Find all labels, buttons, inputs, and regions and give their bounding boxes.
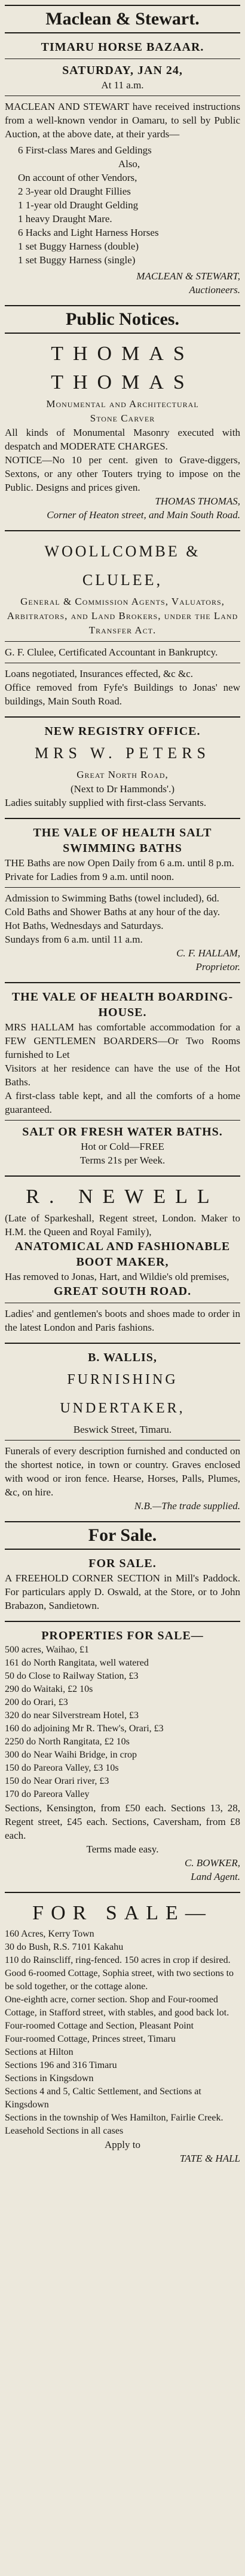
ad-body: MACLEAN AND STEWART have received instructions from a well-known vendor in Oamaru, to sell by Public Auction, at the above date, at their yards—	[5, 101, 240, 140]
ad-body: A FREEHOLD CORNER SECTION in Mill's Paddock. For particulars apply D. Oswald, at the Store, or to John Brabazon, Sandietown.	[5, 1572, 240, 1611]
newspaper-page	[0, 5, 245, 2165]
property-row: 320 do near Silverstream Hotel, £3	[5, 1710, 139, 1721]
salt-baths-ad	[5, 825, 240, 974]
ad-body: Admission to Swimming Baths (towel included), 6d.	[5, 892, 219, 904]
sale-item: Sections 196 and 316 Timaru	[5, 2060, 117, 2070]
sale-item: Good 6-roomed Cottage, Sophia street, with two sections to be sold together, or the cottage alone.	[5, 1968, 234, 1992]
sale-item: Sections 4 and 5, Caltic Settlement, and Sections at Kingsdown	[5, 2086, 201, 2110]
ad-subheading: ANATOMICAL AND FASHIONABLE BOOT MAKER,	[14, 1240, 231, 1269]
ad-subtitle: General & Commission Agents, Valuators, Arbitrators, and Land Brokers, under the Land Transfer Act.	[7, 596, 238, 636]
list-item: Also,	[118, 158, 140, 170]
sale-item: Sections in the township of Wes Hamilton, Fairlie Creek.	[5, 2113, 223, 2123]
ad-title: TIMARU HORSE BAZAAR.	[41, 41, 204, 54]
list-item: 1 set Buggy Harness (double)	[18, 241, 139, 252]
property-row: 150 do Near Orari river, £3	[5, 1776, 109, 1786]
ad-body: All kinds of Monumental Masonry executed with despatch and MODERATE CHARGES.	[5, 427, 240, 452]
ad-title: THE VALE OF HEALTH BOARDING-HOUSE.	[11, 990, 234, 1019]
tate-hall-ad	[5, 1899, 240, 2165]
property-row: 160 do adjoining Mr R. Thew's, Orari, £3	[5, 1724, 164, 1734]
ad-subheading: SALT OR FRESH WATER BATHS.	[22, 1125, 223, 1138]
ad-body: Cold Baths and Shower Baths at any hour of the day.	[5, 906, 220, 918]
list-item: 6 First-class Mares and Geldings	[18, 144, 152, 156]
ad-note: N.B.—The trade supplied.	[134, 1500, 240, 1512]
property-row: 2250 do North Rangitata, £2 10s	[5, 1737, 130, 1747]
thomas-ad	[5, 340, 240, 522]
ad-address: Beswick Street, Timaru.	[73, 1424, 172, 1435]
ad-body: Ladies' and gentlemen's boots and shoes made to order in the latest London and Paris fashions.	[5, 1308, 240, 1333]
registry-ad	[5, 724, 240, 810]
ad-title: NEW REGISTRY OFFICE.	[44, 725, 201, 738]
list-item: 1 heavy Draught Mare.	[18, 213, 112, 224]
ad-apply: Apply to	[105, 2139, 140, 2150]
ad-title: WOOLLCOMBE & CLULEE,	[44, 543, 201, 589]
ad-body: Sections, Kensington, from £50 each. Sections 13, 28, Regent street, £45 each. Sections, Caversham, from £8 each.	[5, 1802, 240, 1841]
signature: MACLEAN & STEWART,	[136, 270, 240, 282]
signature: C. F. HALLAM,	[176, 947, 240, 959]
property-row: 50 do Close to Railway Station, £3	[5, 1671, 139, 1681]
signature-role: Auctioneers.	[189, 284, 240, 296]
ad-title: THE VALE OF HEALTH SALT SWIMMING BATHS	[33, 826, 212, 855]
ad-body: Loans negotiated, Insurances effected, &c &c.	[5, 668, 193, 679]
masthead: Maclean & Stewart.	[5, 5, 240, 33]
signature: TATE & HALL	[179, 2153, 240, 2164]
auction-date: SATURDAY, JAN 24,	[62, 64, 183, 77]
boarding-house-ad	[5, 989, 240, 1167]
sale-item: Sections in Kingsdown	[5, 2073, 94, 2083]
property-row: 290 do Waitaki, £2 10s	[5, 1684, 93, 1694]
ad-body: Has removed to Jonas, Hart, and Wildie's old premises,	[5, 1271, 229, 1282]
property-row: 161 do North Rangitata, well watered	[5, 1658, 149, 1668]
section-banner-for-sale: For Sale.	[5, 1521, 240, 1550]
ad-body: A first-class table kept, and all the comforts of a home guaranteed.	[5, 1090, 240, 1115]
sale-item: 30 do Bush, R.S. 7101 Kakahu	[5, 1942, 124, 1952]
sale-item: Leasehold Sections in all cases	[5, 2126, 124, 2136]
signature-role: Proprietor.	[195, 961, 240, 972]
list-item: 1 1-year old Draught Gelding	[18, 199, 139, 211]
ad-body: (Late of Sparkeshall, Regent street, London. Maker to H.M. the Queen and Royal Family),	[5, 1212, 240, 1238]
sale-item: Sections at Hilton	[5, 2047, 74, 2057]
property-row: 300 do Near Waihi Bridge, in crop	[5, 1750, 137, 1760]
woollcombe-ad	[5, 537, 240, 708]
lot-list	[5, 143, 240, 267]
property-row: 150 do Pareora Valley, £3 10s	[5, 1763, 119, 1773]
sale-item: 160 Acres, Kerry Town	[5, 1929, 94, 1939]
list-item: 1 set Buggy Harness (single)	[18, 254, 136, 266]
ad-subtitle: Stone Carver	[90, 413, 155, 424]
ad-title: PROPERTIES FOR SALE—	[41, 1629, 204, 1642]
auction-time: At 11 a.m.	[101, 79, 144, 91]
ad-body: Funerals of every description furnished and conducted on the shortest notice, in town or country. Graves enclosed with wood or iron fence. Hearse, Horses, Palls, Plumes, &c, on hire.	[5, 1445, 240, 1498]
ad-next: (Next to Dr Hammonds'.)	[71, 783, 174, 795]
signature-role: Land Agent.	[191, 1871, 240, 1882]
ad-subtitle: Monumental and Architectural	[46, 398, 199, 410]
newell-ad	[5, 1183, 240, 1334]
ad-title: B. WALLIS,	[88, 1351, 157, 1364]
sale-item: Four-roomed Cottage and Section, Pleasant Point	[5, 2021, 194, 2031]
horse-bazaar-ad	[5, 39, 240, 297]
ad-terms: Terms 21s per Week.	[79, 1155, 166, 1166]
signature: THOMAS THOMAS,	[155, 495, 240, 507]
freehold-ad	[5, 1556, 240, 1612]
ad-body: Private for Ladies from 9 a.m. until noon.	[5, 871, 174, 882]
ad-terms: Terms made easy.	[86, 1843, 159, 1855]
list-item: 6 Hacks and Light Harness Horses	[18, 227, 159, 238]
list-item: 2 3-year old Draught Fillies	[18, 186, 131, 197]
ad-body: Sundays from 6 a.m. until 11 a.m.	[5, 934, 143, 945]
ad-trade: FURNISHING UNDERTAKER,	[60, 1372, 185, 1416]
ad-body: MRS HALLAM has comfortable accommodation for a FEW GENTLEMEN BOARDERS—Or Two Rooms furnished to Let	[5, 1021, 240, 1060]
sale-item: Four-roomed Cottage, Princes street, Timaru	[5, 2034, 176, 2044]
ad-body: G. F. Clulee, Certificated Accountant in Bankruptcy.	[5, 647, 218, 658]
signature: C. BOWKER,	[184, 1857, 240, 1869]
properties-ad	[5, 1628, 240, 1883]
wallis-ad	[5, 1350, 240, 1513]
ad-title: R. NEWELL	[26, 1186, 219, 1208]
signature-address: Corner of Heaton street, and Main South Road.	[47, 509, 240, 521]
list-item: On account of other Vendors,	[18, 172, 137, 183]
ad-title: FOR SALE—	[32, 1902, 213, 1924]
ad-body: Visitors at her residence can have the use of the Hot Baths.	[5, 1063, 240, 1088]
ad-name: MRS W. PETERS	[34, 744, 210, 762]
sale-item: One-eighth acre, corner section. Shop and Four-roomed Cottage, in Stafford street, with stables, and good back lot.	[5, 1995, 229, 2018]
ad-body: Ladies suitably supplied with first-class Servants.	[5, 797, 207, 808]
ad-body: Office removed from Fyfe's Buildings to Jonas' new buildings, Main South Road.	[5, 682, 240, 707]
ad-address: Great North Road,	[76, 769, 169, 780]
ad-title: THOMAS THOMAS	[51, 343, 194, 393]
ad-body: Hot Baths, Wednesdays and Saturdays.	[5, 920, 164, 931]
ad-title: FOR SALE.	[88, 1557, 157, 1570]
property-row: 170 do Pareora Valley	[5, 1789, 90, 1799]
ad-subheading: Hot or Cold—FREE	[81, 1141, 164, 1152]
ad-address: GREAT SOUTH ROAD.	[53, 1285, 192, 1298]
property-row: 200 do Orari, £3	[5, 1697, 68, 1707]
property-row: 500 acres, Waihao, £1	[5, 1645, 90, 1655]
ad-notice: NOTICE—No 10 per cent. given to Grave-diggers, Sextons, or any other Touters trying to impose on the Public. Designs and prices given.	[5, 454, 240, 493]
ad-body: THE Baths are now Open Daily from 6 a.m. until 8 p.m.	[5, 857, 234, 869]
section-banner-public-notices: Public Notices.	[5, 305, 240, 334]
sale-item: 110 do Rainscliff, ring-fenced. 150 acres in crop if desired.	[5, 1955, 231, 1965]
